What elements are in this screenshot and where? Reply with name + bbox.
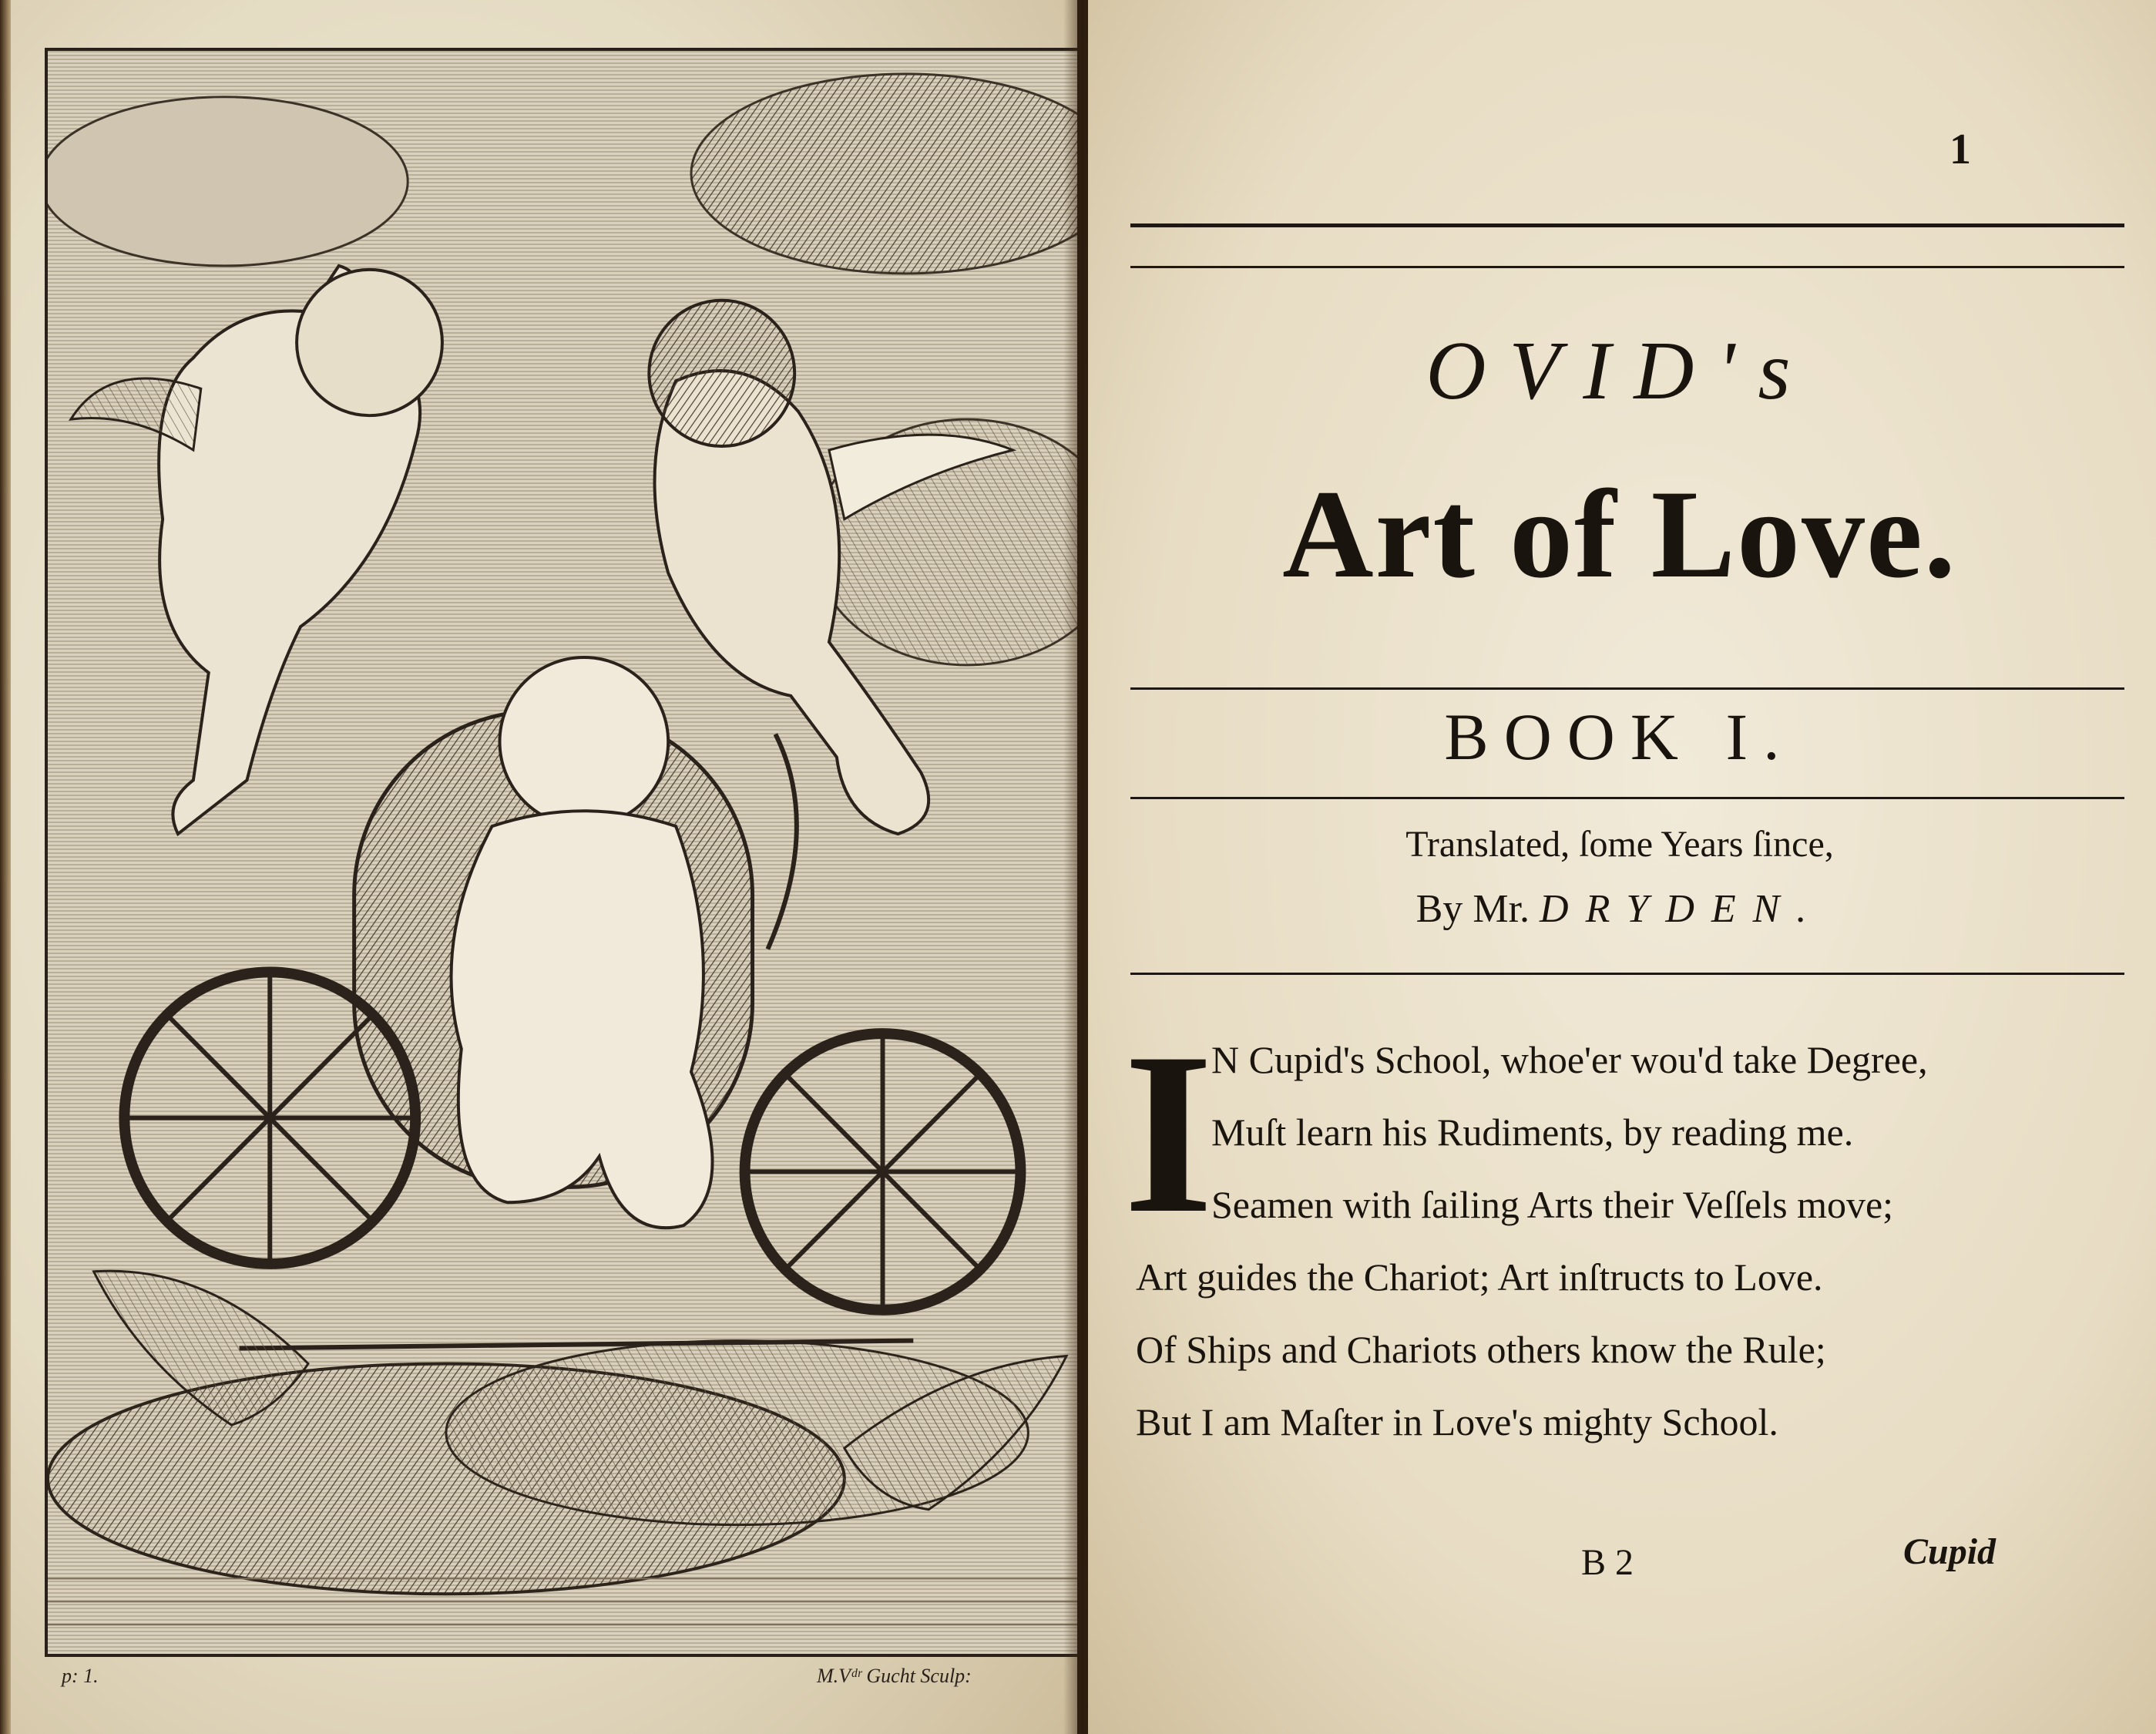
verse-line: Art guides the Chariot; Art inſtructs to Love.	[1136, 1255, 1823, 1299]
verse-line: Muſt learn his Rudiments, by reading me.	[1211, 1111, 1854, 1154]
top-rule-1	[1130, 223, 2124, 227]
heading-rule	[1130, 797, 2124, 799]
translation-note: Translated, ſome Years ſince,	[1405, 824, 1834, 865]
title-rule	[1130, 687, 2124, 690]
plate-mark-page: p: 1.	[62, 1665, 99, 1687]
verse-line: Seamen with ſailing Arts their Veſſels move;	[1211, 1183, 1894, 1226]
byline	[1134, 886, 2105, 932]
signature-mark: B 2	[1581, 1542, 1634, 1583]
book-heading: BOOK I.	[1444, 700, 1795, 774]
cherub-left	[71, 266, 442, 834]
byline-name: DRYDEN.	[1540, 887, 1824, 931]
verse-line: Of Ships and Chariots others know the Rule;	[1136, 1328, 1826, 1371]
verse-line: N Cupid's School, whoe'er wou'd take Degree,	[1211, 1038, 1928, 1081]
top-rule-2	[1130, 266, 2124, 268]
byline-prefix: By Mr.	[1416, 887, 1530, 931]
main-title: Art of Love.	[1282, 465, 1957, 604]
page-number: 1	[1949, 126, 1971, 173]
byline-rule	[1130, 973, 2124, 975]
engraving-illustration	[48, 51, 1077, 1654]
right-page-title	[1088, 0, 2156, 1734]
catchword: Cupid	[1903, 1531, 1996, 1572]
plate-mark-engraver: M.Vᵈʳ Gucht Sculp:	[817, 1665, 972, 1687]
drop-cap: I	[1123, 1005, 1214, 1261]
frontispiece-engraving	[45, 48, 1077, 1657]
running-title: OVID's	[1426, 325, 1814, 417]
verse-line: But I am Maſter in Love's mighty School.	[1136, 1400, 1778, 1443]
page-edge	[0, 0, 11, 1734]
left-page-frontispiece	[0, 0, 1077, 1734]
